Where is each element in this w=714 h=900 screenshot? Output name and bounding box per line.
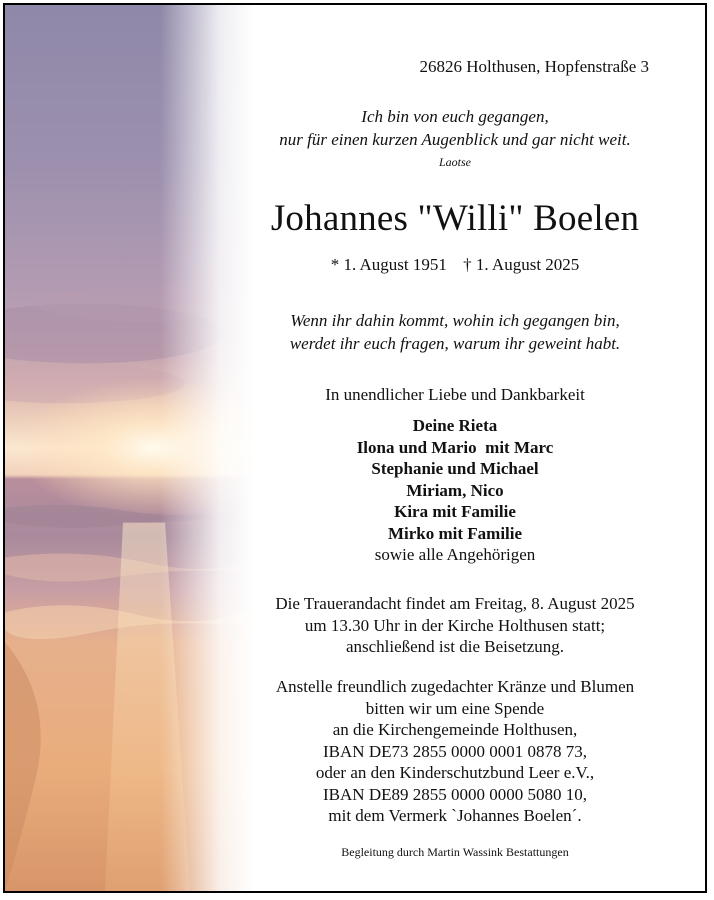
service-line: anschließend ist die Beisetzung. — [345, 637, 565, 656]
donation-line: oder an den Kinderschutzbund Leer e.V., — [315, 763, 595, 782]
thanks-line: In unendlicher Liebe und Dankbarkeit — [325, 385, 585, 404]
donation-line: an die Kirchengemeinde Holthusen, — [332, 720, 578, 739]
family-member: Ilona und Mario mit Marc — [356, 437, 554, 457]
service-line: um 13.30 Uhr in der Kirche Holthusen statt; — [304, 615, 606, 635]
family-member: Stephanie und Michael — [371, 459, 539, 478]
undertaker-credit: Begleitung durch Martin Wassink Bestattungen — [341, 845, 569, 859]
closing-quote-line: Wenn ihr dahin kommt, wohin ich gegangen bin, — [290, 311, 620, 330]
family-member: Miriam, Nico — [406, 480, 504, 500]
donation-line: Anstelle freundlich zugedachter Kränze und Blumen — [275, 677, 635, 696]
donation-iban: IBAN DE73 2855 0000 0001 0878 73, — [323, 741, 587, 761]
opening-quote-line: nur für einen kurzen Augenblick und gar nicht weit. — [279, 130, 631, 149]
birth-date: * 1. August 1951 — [330, 255, 447, 274]
obituary-text — [215, 5, 695, 891]
family-member: Mirko mit Familie — [387, 523, 523, 543]
deceased-name: Johannes "Willi" Boelen — [270, 198, 640, 239]
other-relatives: sowie alle Angehörigen — [374, 545, 536, 564]
opening-quote-author: Laotse — [438, 155, 471, 169]
closing-quote-line: werdet ihr euch fragen, warum ihr geweint habt. — [289, 334, 621, 353]
donation-iban: IBAN DE89 2855 0000 0000 5080 10, — [323, 784, 587, 804]
donation-info — [215, 676, 695, 827]
family-list — [215, 415, 695, 566]
closing-quote — [215, 309, 695, 355]
life-dates — [215, 255, 695, 275]
address: 26826 Holthusen, Hopfenstraße 3 — [419, 57, 649, 76]
service-info — [215, 593, 695, 658]
family-member: Deine Rieta — [412, 416, 498, 435]
opening-quote — [215, 105, 695, 151]
donation-line: mit dem Vermerk `Johannes Boelen´. — [328, 806, 582, 825]
donation-line: bitten wir um eine Spende — [365, 698, 545, 718]
service-line: Die Trauerandacht findet am Freitag, 8. August 2025 — [275, 594, 635, 613]
obituary-frame — [3, 3, 707, 893]
family-member: Kira mit Familie — [394, 502, 516, 521]
death-date: † 1. August 2025 — [463, 255, 580, 274]
opening-quote-line: Ich bin von euch gegangen, — [361, 107, 549, 126]
